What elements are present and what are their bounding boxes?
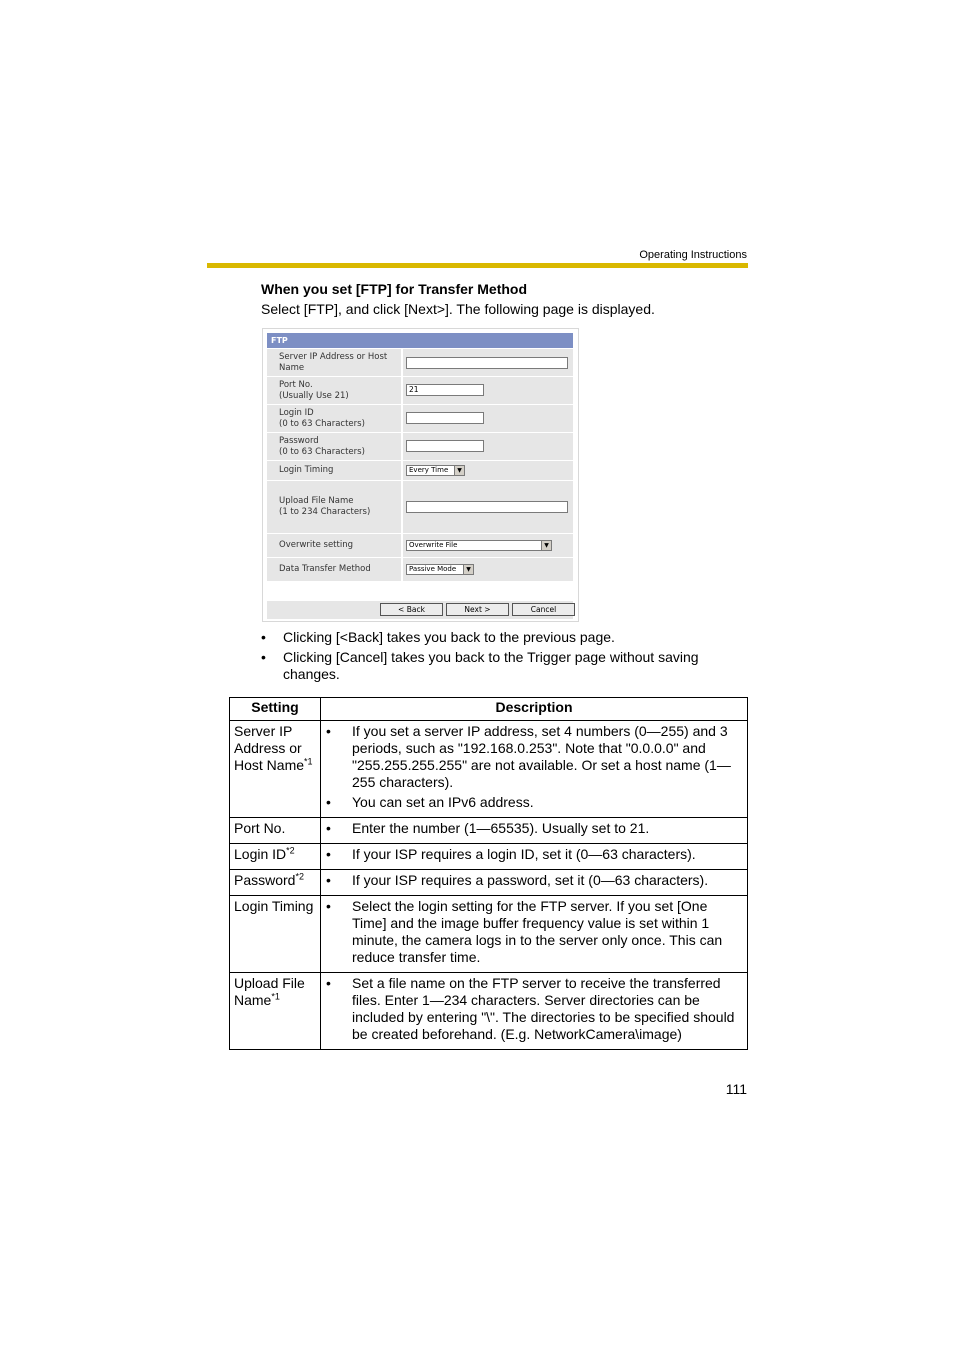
form-label-overwrite: Overwrite setting — [267, 534, 401, 557]
form-label-data-transfer: Data Transfer Method — [267, 558, 401, 581]
password-input[interactable] — [406, 440, 484, 452]
form-row-upload-file-name — [267, 481, 573, 533]
data-transfer-select[interactable]: Passive Mode ▼ — [406, 564, 474, 575]
table-header-row — [230, 698, 748, 721]
overwrite-select[interactable]: Overwrite File ▼ — [406, 540, 552, 551]
setting-description: • Enter the number (1—65535). Usually set to 21. — [321, 818, 748, 844]
form-row-overwrite — [267, 534, 573, 557]
port-input[interactable]: 21 — [406, 384, 484, 396]
header-rule — [207, 263, 748, 268]
section-heading: When you set [FTP] for Transfer Method — [261, 281, 528, 297]
ftp-form-title: FTP — [267, 333, 573, 348]
ftp-form-screenshot — [262, 328, 579, 622]
form-row-password — [267, 433, 573, 460]
server-address-input[interactable] — [406, 357, 568, 369]
table-row — [230, 896, 748, 973]
header-description: Description — [321, 698, 748, 721]
form-button-bar — [267, 601, 573, 619]
note-item: • Clicking [Cancel] takes you back to the Trigger page without saving changes. — [261, 649, 731, 683]
setting-description: • If you set a server IP address, set 4 numbers (0—255) and 3 periods, such as "192.168.0.253". Note that "0.0.0.0" and "255.255.255.255" are not available. Or set a host name (1—255 characters). • You can set an IPv6 address. — [321, 721, 748, 818]
note-item: • Clicking [<Back] takes you back to the previous page. — [261, 629, 731, 646]
form-label-port: Port No. (Usually Use 21) — [267, 377, 401, 404]
table-row — [230, 721, 748, 818]
chevron-down-icon: ▼ — [454, 466, 464, 475]
form-row-server — [267, 349, 573, 376]
form-row-data-transfer — [267, 558, 573, 581]
setting-description: • If your ISP requires a password, set it (0—63 characters). — [321, 870, 748, 896]
form-label-password: Password (0 to 63 Characters) — [267, 433, 401, 460]
setting-name: Upload File Name$^{*1}$ — [230, 973, 321, 1050]
form-row-login-timing — [267, 461, 573, 480]
running-header: Operating Instructions — [639, 249, 747, 261]
form-row-port — [267, 377, 573, 404]
table-row — [230, 844, 748, 870]
login-id-input[interactable] — [406, 412, 484, 424]
table-row — [230, 870, 748, 896]
form-label-server: Server IP Address or Host Name — [267, 349, 401, 376]
setting-name: Port No. — [230, 818, 321, 844]
chevron-down-icon: ▼ — [541, 541, 551, 550]
header-setting: Setting — [230, 698, 321, 721]
setting-name: Login Timing — [230, 896, 321, 973]
upload-file-name-input[interactable] — [406, 501, 568, 513]
setting-name: Login ID$^{*2}$ — [230, 844, 321, 870]
setting-name: Password$^{*2}$ — [230, 870, 321, 896]
setting-description: • Set a file name on the FTP server to receive the transferred files. Enter 1—234 characters. Server directories can be included by entering "\". The directories to be specified should be created beforehand. (E.g. NetworkCamera\image) — [321, 973, 748, 1050]
setting-description: • If your ISP requires a login ID, set it (0—63 characters). — [321, 844, 748, 870]
table-row — [230, 973, 748, 1050]
page-number: 111 — [725, 1081, 747, 1097]
form-label-login-timing: Login Timing — [267, 461, 401, 480]
chevron-down-icon: ▼ — [463, 565, 473, 574]
next-button[interactable]: Next > — [446, 603, 509, 616]
form-label-upload-file-name: Upload File Name (1 to 234 Characters) — [267, 481, 401, 533]
section-intro: Select [FTP], and click [Next>]. The following page is displayed. — [261, 301, 655, 317]
settings-table — [229, 697, 748, 1050]
form-row-login-id — [267, 405, 573, 432]
form-label-login-id: Login ID (0 to 63 Characters) — [267, 405, 401, 432]
back-button[interactable]: < Back — [380, 603, 443, 616]
cancel-button[interactable]: Cancel — [512, 603, 575, 616]
table-row — [230, 818, 748, 844]
setting-name: Server IP Address or Host Name$^{*1}$ — [230, 721, 321, 818]
notes-list — [261, 629, 731, 686]
login-timing-select[interactable]: Every Time ▼ — [406, 465, 465, 476]
setting-description: • Select the login setting for the FTP server. If you set [One Time] and the image buffer frequency value is set within 1 minute, the camera logs in to the server only once. This can reduce transfer time. — [321, 896, 748, 973]
